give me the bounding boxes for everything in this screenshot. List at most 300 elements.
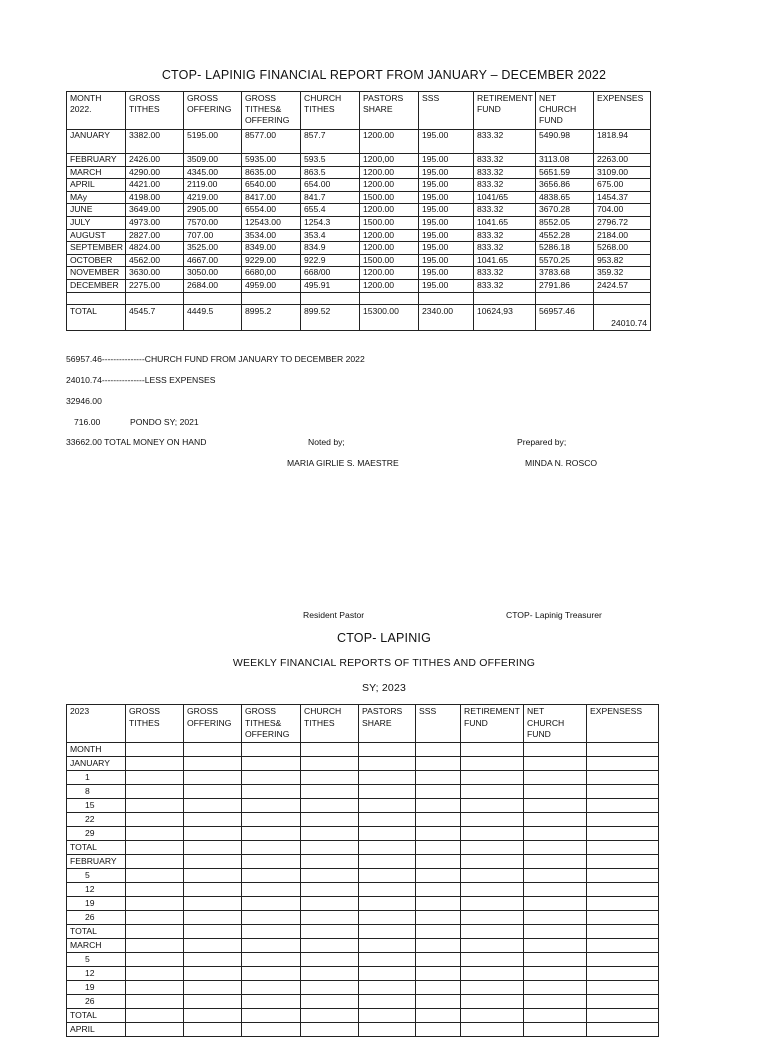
total-value: 899.52 <box>301 304 360 330</box>
weekly-empty-cell <box>242 1009 301 1023</box>
value-cell: 922.9 <box>301 254 360 267</box>
empty-cell <box>594 292 651 304</box>
weekly-row <box>67 771 659 785</box>
weekly-empty-cell <box>359 771 416 785</box>
weekly-empty-cell <box>587 827 659 841</box>
weekly-empty-cell <box>587 813 659 827</box>
weekly-empty-cell <box>242 757 301 771</box>
weekly-empty-cell <box>359 939 416 953</box>
weekly-empty-cell <box>416 757 461 771</box>
weekly-row-label: 15 <box>67 799 126 813</box>
weekly-empty-cell <box>301 995 359 1009</box>
value-cell: 1818.94 <box>594 130 651 154</box>
value-cell: 195.00 <box>419 130 474 154</box>
weekly-empty-cell <box>184 1023 242 1037</box>
weekly-empty-cell <box>242 799 301 813</box>
weekly-empty-cell <box>242 827 301 841</box>
weekly-row-label: 8 <box>67 785 126 799</box>
weekly-empty-cell <box>301 967 359 981</box>
value-cell: 12543.00 <box>242 216 301 229</box>
weekly-column-header: 2023 <box>67 705 126 743</box>
value-cell: 2791.86 <box>536 279 594 292</box>
weekly-empty-cell <box>126 911 184 925</box>
weekly-row <box>67 995 659 1009</box>
table-row <box>67 229 651 242</box>
value-cell: 1254.3 <box>301 216 360 229</box>
weekly-empty-cell <box>242 981 301 995</box>
value-cell: 195.00 <box>419 216 474 229</box>
value-cell: 8635.00 <box>242 166 301 179</box>
weekly-empty-cell <box>524 785 587 799</box>
weekly-empty-cell <box>301 925 359 939</box>
value-cell: 1500.00 <box>360 254 419 267</box>
noted-by-label: Noted by; <box>308 437 345 447</box>
weekly-empty-cell <box>359 813 416 827</box>
weekly-empty-cell <box>587 967 659 981</box>
weekly-empty-cell <box>416 953 461 967</box>
weekly-empty-cell <box>359 799 416 813</box>
weekly-empty-cell <box>184 883 242 897</box>
value-cell: 833.32 <box>474 267 536 280</box>
value-cell: 3534.00 <box>242 229 301 242</box>
weekly-row-label: FEBRUARY <box>67 855 126 869</box>
weekly-empty-cell <box>184 785 242 799</box>
value-cell: 195.00 <box>419 229 474 242</box>
weekly-row <box>67 911 659 925</box>
value-cell: 495.91 <box>301 279 360 292</box>
column-header: NET CHURCH FUND <box>536 92 594 130</box>
weekly-empty-cell <box>587 757 659 771</box>
value-cell: 4824.00 <box>126 242 184 255</box>
weekly-empty-cell <box>359 1023 416 1037</box>
value-cell: 668/00 <box>301 267 360 280</box>
weekly-empty-cell <box>461 799 524 813</box>
weekly-empty-cell <box>126 785 184 799</box>
weekly-empty-cell <box>416 1009 461 1023</box>
empty-cell <box>360 292 419 304</box>
weekly-empty-cell <box>416 897 461 911</box>
value-cell: 195.00 <box>419 254 474 267</box>
value-cell: 5490.98 <box>536 130 594 154</box>
weekly-empty-cell <box>416 925 461 939</box>
column-header: GROSS TITHES <box>126 92 184 130</box>
empty-cell <box>536 292 594 304</box>
value-cell: 4219.00 <box>184 191 242 204</box>
weekly-empty-cell <box>242 953 301 967</box>
weekly-empty-cell <box>461 995 524 1009</box>
weekly-empty-cell <box>461 1009 524 1023</box>
weekly-empty-cell <box>416 785 461 799</box>
value-cell: 1500.00 <box>360 191 419 204</box>
weekly-row <box>67 897 659 911</box>
weekly-empty-cell <box>301 855 359 869</box>
weekly-empty-cell <box>126 827 184 841</box>
value-cell: 8349.00 <box>242 242 301 255</box>
weekly-row-label: 1 <box>67 771 126 785</box>
weekly-column-header: GROSS OFFERING <box>184 705 242 743</box>
weekly-empty-cell <box>126 1009 184 1023</box>
weekly-empty-cell <box>359 841 416 855</box>
weekly-row-label: 5 <box>67 869 126 883</box>
weekly-row-label: TOTAL <box>67 841 126 855</box>
weekly-empty-cell <box>524 827 587 841</box>
value-cell: 654.00 <box>301 179 360 192</box>
value-cell: 953.82 <box>594 254 651 267</box>
weekly-empty-cell <box>301 785 359 799</box>
value-cell: 359.32 <box>594 267 651 280</box>
value-cell: 3509.00 <box>184 154 242 167</box>
value-cell: 2184.00 <box>594 229 651 242</box>
weekly-empty-cell <box>126 855 184 869</box>
summary-church-fund: 56957.46---------------CHURCH FUND FROM JANUARY TO DECEMBER 2022 <box>66 354 365 364</box>
noted-by-name: MARIA GIRLIE S. MAESTRE <box>287 458 399 468</box>
total-value: 24010.74 <box>594 304 651 330</box>
weekly-empty-cell <box>587 911 659 925</box>
value-cell: 4552.28 <box>536 229 594 242</box>
weekly-subtitle: WEEKLY FINANCIAL REPORTS OF TITHES AND OFFERING <box>232 657 536 669</box>
weekly-empty-cell <box>524 967 587 981</box>
total-value: 4545.7 <box>126 304 184 330</box>
value-cell: 3525.00 <box>184 242 242 255</box>
weekly-row-label: TOTAL <box>67 1009 126 1023</box>
value-cell: 1200,00 <box>360 154 419 167</box>
weekly-empty-cell <box>416 981 461 995</box>
month-cell: MARCH <box>67 166 126 179</box>
value-cell: 195.00 <box>419 279 474 292</box>
empty-cell <box>184 292 242 304</box>
value-cell: 9229.00 <box>242 254 301 267</box>
value-cell: 1200.00 <box>360 130 419 154</box>
value-cell: 3382.00 <box>126 130 184 154</box>
summary-pondo-label: PONDO SY; 2021 <box>130 417 199 427</box>
value-cell: 2275.00 <box>126 279 184 292</box>
weekly-empty-cell <box>301 981 359 995</box>
value-cell: 195.00 <box>419 267 474 280</box>
value-cell: 6680,00 <box>242 267 301 280</box>
month-cell: DECEMBER <box>67 279 126 292</box>
empty-cell <box>301 292 360 304</box>
weekly-empty-cell <box>242 1023 301 1037</box>
value-cell: 4345.00 <box>184 166 242 179</box>
weekly-empty-cell <box>184 771 242 785</box>
table-row <box>67 179 651 192</box>
value-cell: 704.00 <box>594 204 651 217</box>
weekly-empty-cell <box>126 939 184 953</box>
weekly-header-row <box>67 705 659 743</box>
weekly-empty-cell <box>587 841 659 855</box>
weekly-empty-cell <box>461 785 524 799</box>
weekly-column-header: PASTORS SHARE <box>359 705 416 743</box>
weekly-row <box>67 939 659 953</box>
weekly-empty-cell <box>587 897 659 911</box>
column-header: SSS <box>419 92 474 130</box>
value-cell: 4838.65 <box>536 191 594 204</box>
table-row <box>67 130 651 154</box>
weekly-empty-cell <box>242 785 301 799</box>
weekly-empty-cell <box>587 799 659 813</box>
value-cell: 833.32 <box>474 179 536 192</box>
weekly-empty-cell <box>461 925 524 939</box>
weekly-empty-cell <box>126 869 184 883</box>
weekly-empty-cell <box>301 799 359 813</box>
value-cell: 833.32 <box>474 166 536 179</box>
value-cell: 3113.08 <box>536 154 594 167</box>
total-row <box>67 304 651 330</box>
weekly-empty-cell <box>126 799 184 813</box>
empty-cell <box>126 292 184 304</box>
value-cell: 3670.28 <box>536 204 594 217</box>
summary-pondo-amount: 716.00 <box>74 417 101 427</box>
value-cell: 195.00 <box>419 154 474 167</box>
column-header: MONTH 2022. <box>67 92 126 130</box>
noted-by-title: Resident Pastor <box>303 610 365 620</box>
value-cell: 3783.68 <box>536 267 594 280</box>
weekly-empty-cell <box>587 939 659 953</box>
value-cell: 195.00 <box>419 242 474 255</box>
value-cell: 1200.00 <box>360 179 419 192</box>
value-cell: 1200.00 <box>360 242 419 255</box>
value-cell: 353.4 <box>301 229 360 242</box>
prepared-by-label: Prepared by; <box>517 437 567 447</box>
value-cell: 2796.72 <box>594 216 651 229</box>
total-value: 56957.46 <box>536 304 594 330</box>
weekly-empty-cell <box>587 1023 659 1037</box>
empty-cell <box>419 292 474 304</box>
weekly-empty-cell <box>524 911 587 925</box>
weekly-empty-cell <box>461 827 524 841</box>
value-cell: 833.32 <box>474 229 536 242</box>
weekly-row <box>67 1009 659 1023</box>
weekly-empty-cell <box>524 939 587 953</box>
weekly-row <box>67 883 659 897</box>
weekly-column-header: GROSS TITHES& OFFERING <box>242 705 301 743</box>
value-cell: 1200.00 <box>360 204 419 217</box>
weekly-column-header: EXPENSESS <box>587 705 659 743</box>
month-cell: JULY <box>67 216 126 229</box>
weekly-empty-cell <box>524 757 587 771</box>
value-cell: 3649.00 <box>126 204 184 217</box>
column-header: GROSS OFFERING <box>184 92 242 130</box>
value-cell: 5651.59 <box>536 166 594 179</box>
weekly-row-label: 26 <box>67 995 126 1009</box>
weekly-empty-cell <box>461 897 524 911</box>
value-cell: 8577.00 <box>242 130 301 154</box>
value-cell: 4421.00 <box>126 179 184 192</box>
weekly-empty-cell <box>416 995 461 1009</box>
value-cell: 3050.00 <box>184 267 242 280</box>
weekly-empty-cell <box>184 925 242 939</box>
empty-cell <box>67 292 126 304</box>
weekly-empty-cell <box>416 827 461 841</box>
weekly-row-label: 12 <box>67 883 126 897</box>
weekly-empty-cell <box>184 743 242 757</box>
weekly-row <box>67 869 659 883</box>
value-cell: 195.00 <box>419 179 474 192</box>
weekly-empty-cell <box>416 799 461 813</box>
weekly-empty-cell <box>461 953 524 967</box>
weekly-empty-cell <box>242 939 301 953</box>
weekly-empty-cell <box>587 953 659 967</box>
weekly-empty-cell <box>126 967 184 981</box>
weekly-row <box>67 757 659 771</box>
weekly-empty-cell <box>184 981 242 995</box>
weekly-empty-cell <box>416 771 461 785</box>
value-cell: 6554.00 <box>242 204 301 217</box>
value-cell: 2684.00 <box>184 279 242 292</box>
summary-less-expenses: 24010.74---------------LESS EXPENSES <box>66 375 216 385</box>
weekly-empty-cell <box>587 743 659 757</box>
weekly-empty-cell <box>524 799 587 813</box>
weekly-empty-cell <box>359 869 416 883</box>
weekly-empty-cell <box>524 995 587 1009</box>
value-cell: 5935.00 <box>242 154 301 167</box>
weekly-empty-cell <box>184 967 242 981</box>
weekly-empty-cell <box>126 1023 184 1037</box>
value-cell: 833.32 <box>474 242 536 255</box>
value-cell: 1041.65 <box>474 254 536 267</box>
value-cell: 5570.25 <box>536 254 594 267</box>
weekly-empty-cell <box>184 995 242 1009</box>
weekly-empty-cell <box>301 869 359 883</box>
weekly-empty-cell <box>301 1009 359 1023</box>
value-cell: 834.9 <box>301 242 360 255</box>
weekly-empty-cell <box>301 897 359 911</box>
total-value: 10624,93 <box>474 304 536 330</box>
weekly-row <box>67 1023 659 1037</box>
weekly-empty-cell <box>301 813 359 827</box>
weekly-empty-cell <box>126 813 184 827</box>
weekly-row-label: MONTH <box>67 743 126 757</box>
value-cell: 195.00 <box>419 204 474 217</box>
value-cell: 6540.00 <box>242 179 301 192</box>
weekly-empty-cell <box>416 1023 461 1037</box>
weekly-empty-cell <box>184 855 242 869</box>
table-row <box>67 154 651 167</box>
weekly-empty-cell <box>126 953 184 967</box>
column-header: EXPENSES <box>594 92 651 130</box>
weekly-row <box>67 785 659 799</box>
value-cell: 675.00 <box>594 179 651 192</box>
weekly-empty-cell <box>242 743 301 757</box>
value-cell: 857.7 <box>301 130 360 154</box>
weekly-empty-cell <box>126 925 184 939</box>
weekly-row-label: 19 <box>67 897 126 911</box>
weekly-report-table <box>66 704 659 1037</box>
weekly-column-header: CHURCH TITHES <box>301 705 359 743</box>
weekly-empty-cell <box>587 869 659 883</box>
weekly-row <box>67 813 659 827</box>
value-cell: 195.00 <box>419 191 474 204</box>
table-row <box>67 216 651 229</box>
weekly-empty-cell <box>184 869 242 883</box>
weekly-row-label: APRIL <box>67 1023 126 1037</box>
weekly-row-label: TOTAL <box>67 925 126 939</box>
weekly-empty-cell <box>461 757 524 771</box>
weekly-row-label: MARCH <box>67 939 126 953</box>
value-cell: 4290.00 <box>126 166 184 179</box>
total-value: 15300.00 <box>360 304 419 330</box>
weekly-empty-cell <box>359 897 416 911</box>
value-cell: 1454.37 <box>594 191 651 204</box>
weekly-empty-cell <box>126 883 184 897</box>
weekly-empty-cell <box>301 1023 359 1037</box>
weekly-empty-cell <box>461 939 524 953</box>
prepared-by-name: MINDA N. ROSCO <box>525 458 598 468</box>
weekly-title: CTOP- LAPINIG <box>336 631 432 645</box>
weekly-empty-cell <box>301 939 359 953</box>
table-row <box>67 254 651 267</box>
value-cell: 1200.00 <box>360 166 419 179</box>
weekly-empty-cell <box>184 911 242 925</box>
weekly-empty-cell <box>416 883 461 897</box>
weekly-empty-cell <box>301 827 359 841</box>
weekly-empty-cell <box>416 841 461 855</box>
month-cell: JANUARY <box>67 130 126 154</box>
weekly-empty-cell <box>524 743 587 757</box>
weekly-row-label: 26 <box>67 911 126 925</box>
weekly-empty-cell <box>184 799 242 813</box>
value-cell: 8552.05 <box>536 216 594 229</box>
weekly-empty-cell <box>359 757 416 771</box>
value-cell: 833.32 <box>474 130 536 154</box>
prepared-by-title: CTOP- Lapinig Treasurer <box>506 610 602 620</box>
weekly-empty-cell <box>242 967 301 981</box>
weekly-row <box>67 855 659 869</box>
weekly-row <box>67 827 659 841</box>
value-cell: 1200.00 <box>360 279 419 292</box>
weekly-empty-cell <box>301 953 359 967</box>
total-value: 4449.5 <box>184 304 242 330</box>
weekly-empty-cell <box>416 967 461 981</box>
weekly-column-header: NET CHURCH FUND <box>524 705 587 743</box>
month-cell: OCTOBER <box>67 254 126 267</box>
total-label: TOTAL <box>67 304 126 330</box>
value-cell: 3109.00 <box>594 166 651 179</box>
weekly-empty-cell <box>461 869 524 883</box>
report-title: CTOP- LAPINIG FINANCIAL REPORT FROM JANUARY – DECEMBER 2022 <box>161 68 607 82</box>
weekly-empty-cell <box>524 1023 587 1037</box>
weekly-empty-cell <box>301 757 359 771</box>
weekly-empty-cell <box>359 827 416 841</box>
weekly-column-header: SSS <box>416 705 461 743</box>
month-cell: MAy <box>67 191 126 204</box>
weekly-empty-cell <box>126 743 184 757</box>
weekly-empty-cell <box>184 1009 242 1023</box>
weekly-column-header: RETIREMENT FUND <box>461 705 524 743</box>
weekly-empty-cell <box>184 953 242 967</box>
value-cell: 1500.00 <box>360 216 419 229</box>
value-cell: 2905.00 <box>184 204 242 217</box>
annual-report-table <box>66 91 651 331</box>
weekly-empty-cell <box>359 883 416 897</box>
weekly-empty-cell <box>461 981 524 995</box>
weekly-empty-cell <box>524 869 587 883</box>
weekly-empty-cell <box>587 855 659 869</box>
weekly-empty-cell <box>184 827 242 841</box>
value-cell: 833.32 <box>474 204 536 217</box>
weekly-empty-cell <box>587 785 659 799</box>
value-cell: 655.4 <box>301 204 360 217</box>
value-cell: 5286.18 <box>536 242 594 255</box>
value-cell: 4973.00 <box>126 216 184 229</box>
value-cell: 707.00 <box>184 229 242 242</box>
weekly-row <box>67 967 659 981</box>
weekly-empty-cell <box>461 855 524 869</box>
weekly-empty-cell <box>461 813 524 827</box>
weekly-empty-cell <box>126 841 184 855</box>
weekly-empty-cell <box>126 771 184 785</box>
weekly-empty-cell <box>242 841 301 855</box>
